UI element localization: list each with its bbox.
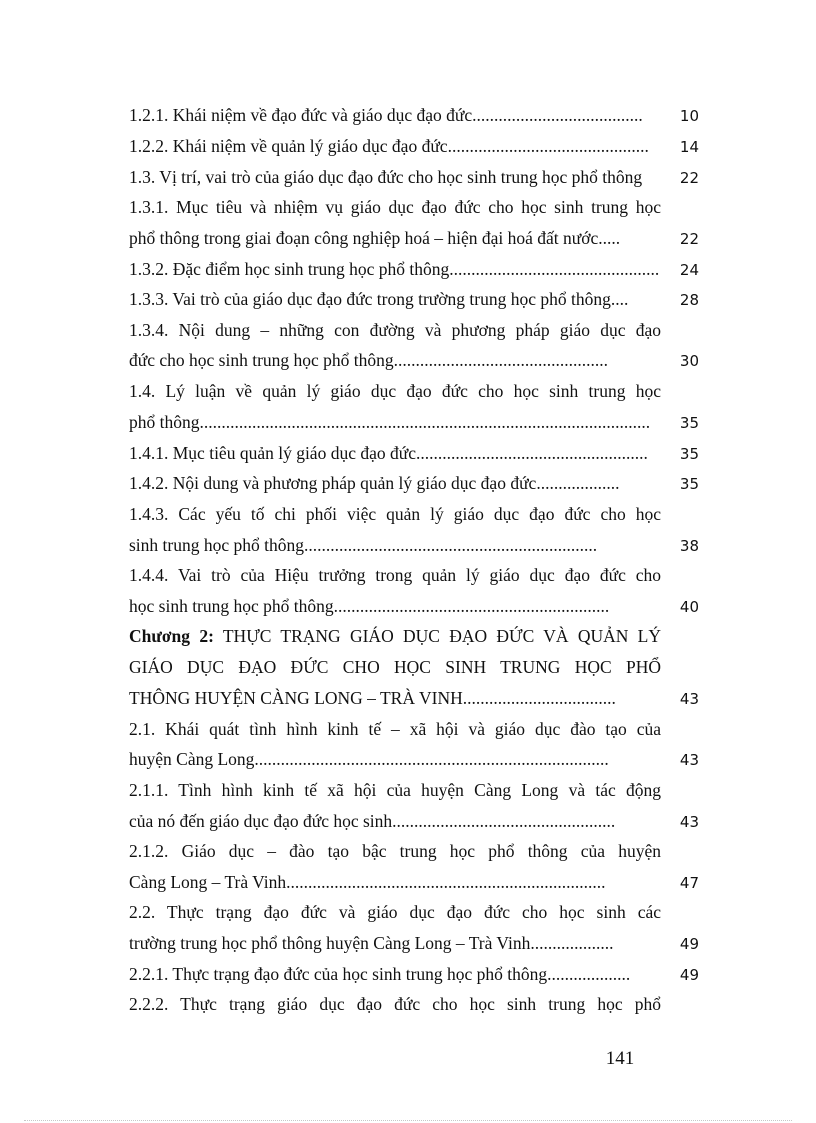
toc-entry-text: 1.2.2. Khái niệm về quản lý giáo dục đạo đức..............................................	[129, 136, 649, 156]
toc-entry	[129, 345, 699, 375]
toc-entry	[129, 591, 699, 621]
toc-chapter-entry	[129, 652, 699, 682]
toc-entry-text: 2.1. Khái quát tình hình kinh tế – xã hội và giáo dục đào tạo của	[129, 719, 661, 739]
toc-entry-page: 43	[679, 751, 699, 769]
toc-entry	[129, 928, 699, 958]
toc-entry-text: 2.2.2. Thực trạng giáo dục đạo đức cho học sinh trung học phổ	[129, 994, 661, 1014]
page-number: 141	[605, 1048, 635, 1069]
toc-entry	[129, 376, 699, 406]
toc-entry	[129, 468, 699, 498]
toc-entry-text: 2.2. Thực trạng đạo đức và giáo dục đạo đức cho học sinh các	[129, 902, 661, 922]
toc-entry-page: 43	[679, 813, 699, 831]
chapter-title: THỰC TRẠNG GIÁO DỤC ĐẠO ĐỨC VÀ QUẢN LÝ	[213, 626, 661, 646]
toc-entry-text: 1.4. Lý luận về quản lý giáo dục đạo đức cho học sinh trung học	[129, 381, 661, 401]
toc-entry-page: 35	[679, 445, 699, 463]
toc-entry-text: Càng Long – Trà Vinh.........................................................................	[129, 872, 606, 892]
toc-entry-text: đức cho học sinh trung học phổ thông.................................................	[129, 350, 609, 370]
toc-entry-text: học sinh trung học phổ thông...............................................................	[129, 596, 610, 616]
toc-entry-text: 1.4.3. Các yếu tố chi phối việc quản lý giáo dục đạo đức cho học	[129, 504, 661, 524]
toc-entry	[129, 131, 699, 161]
toc-entry	[129, 162, 699, 192]
toc-entry-page: 40	[679, 598, 699, 616]
toc-entry-page: 14	[679, 138, 699, 156]
toc-entry-text: 1.3.1. Mục tiêu và nhiệm vụ giáo dục đạo đức cho học sinh trung học	[129, 197, 661, 217]
toc-entry	[129, 407, 699, 437]
toc-entry	[129, 438, 699, 468]
toc-entry	[129, 223, 699, 253]
toc-entry	[129, 560, 699, 590]
chapter-label: Chương 2:	[129, 626, 214, 646]
toc-entry-text	[129, 621, 661, 651]
toc-entry	[129, 989, 699, 1019]
toc-entry-page: 10	[679, 107, 699, 125]
toc-entry-text: 1.3.2. Đặc điểm học sinh trung học phổ thông................................................	[129, 259, 660, 279]
toc-entry	[129, 254, 699, 284]
toc-entry-text: 1.4.4. Vai trò của Hiệu trưởng trong quản lý giáo dục đạo đức cho	[129, 565, 661, 585]
toc-chapter-entry	[129, 683, 699, 713]
toc-entry-page: 35	[679, 475, 699, 493]
toc-entry-page: 38	[679, 537, 699, 555]
toc-entry-text: 1.4.2. Nội dung và phương pháp quản lý giáo dục đạo đức...................	[129, 473, 620, 493]
toc-entry-page: 30	[679, 352, 699, 370]
toc-entry-page: 49	[679, 935, 699, 953]
toc-entry-page: 43	[679, 690, 699, 708]
toc-entry	[129, 714, 699, 744]
toc-entry-text: 1.3. Vị trí, vai trò của giáo dục đạo đức cho học sinh trung học phổ thông	[129, 167, 643, 187]
toc-entry	[129, 530, 699, 560]
toc-entry-text: huyện Càng Long.................................................................................	[129, 749, 609, 769]
toc-entry-text: của nó đến giáo dục đạo đức học sinh...................................................	[129, 811, 616, 831]
toc-entry	[129, 775, 699, 805]
toc-entry	[129, 806, 699, 836]
toc-entry	[129, 192, 699, 222]
page-bottom-divider	[24, 1120, 792, 1121]
toc-entry	[129, 897, 699, 927]
toc-entry-page: 22	[679, 169, 699, 187]
toc-entry-page: 49	[679, 966, 699, 984]
toc-entry-text: phổ thông trong giai đoạn công nghiệp hoá – hiện đại hoá đất nước.....	[129, 228, 621, 248]
toc-entry	[129, 284, 699, 314]
toc-entry-text: 2.1.1. Tình hình kinh tế xã hội của huyện Càng Long và tác động	[129, 780, 661, 800]
toc-entry-page: 28	[679, 291, 699, 309]
toc-entry	[129, 744, 699, 774]
toc-entry-page: 22	[679, 230, 699, 248]
toc-entry	[129, 836, 699, 866]
toc-entry-text: 2.2.1. Thực trạng đạo đức của học sinh trung học phổ thông...................	[129, 964, 631, 984]
toc-entry-text: 1.4.1. Mục tiêu quản lý giáo dục đạo đức.....................................................	[129, 443, 648, 463]
toc-entry-text: 1.3.4. Nội dung – những con đường và phương pháp giáo dục đạo	[129, 320, 661, 340]
toc-entry-text: 1.3.3. Vai trò của giáo dục đạo đức trong trường trung học phổ thông....	[129, 289, 629, 309]
toc-entry-text: 2.1.2. Giáo dục – đào tạo bậc trung học phổ thông của huyện	[129, 841, 661, 861]
toc-entry-text: sinh trung học phổ thông...................................................................	[129, 535, 598, 555]
toc-entry-page: 24	[679, 261, 699, 279]
toc-entry	[129, 315, 699, 345]
toc-entry-text: 1.2.1. Khái niệm về đạo đức và giáo dục đạo đức.......................................	[129, 105, 643, 125]
toc-chapter-entry	[129, 621, 699, 651]
toc-entry-page: 47	[679, 874, 699, 892]
toc-entry	[129, 100, 699, 130]
toc-entry	[129, 867, 699, 897]
toc-entry-text: GIÁO DỤC ĐẠO ĐỨC CHO HỌC SINH TRUNG HỌC PHỔ	[129, 657, 661, 677]
toc-entry-page: 35	[679, 414, 699, 432]
toc-entry-text: phổ thông.......................................................................................................	[129, 412, 651, 432]
toc-entry-text: THÔNG HUYỆN CÀNG LONG – TRÀ VINH...................................	[129, 688, 616, 708]
toc-entry	[129, 499, 699, 529]
toc-entry	[129, 959, 699, 989]
toc-entry-text: trường trung học phổ thông huyện Càng Long – Trà Vinh...................	[129, 933, 614, 953]
